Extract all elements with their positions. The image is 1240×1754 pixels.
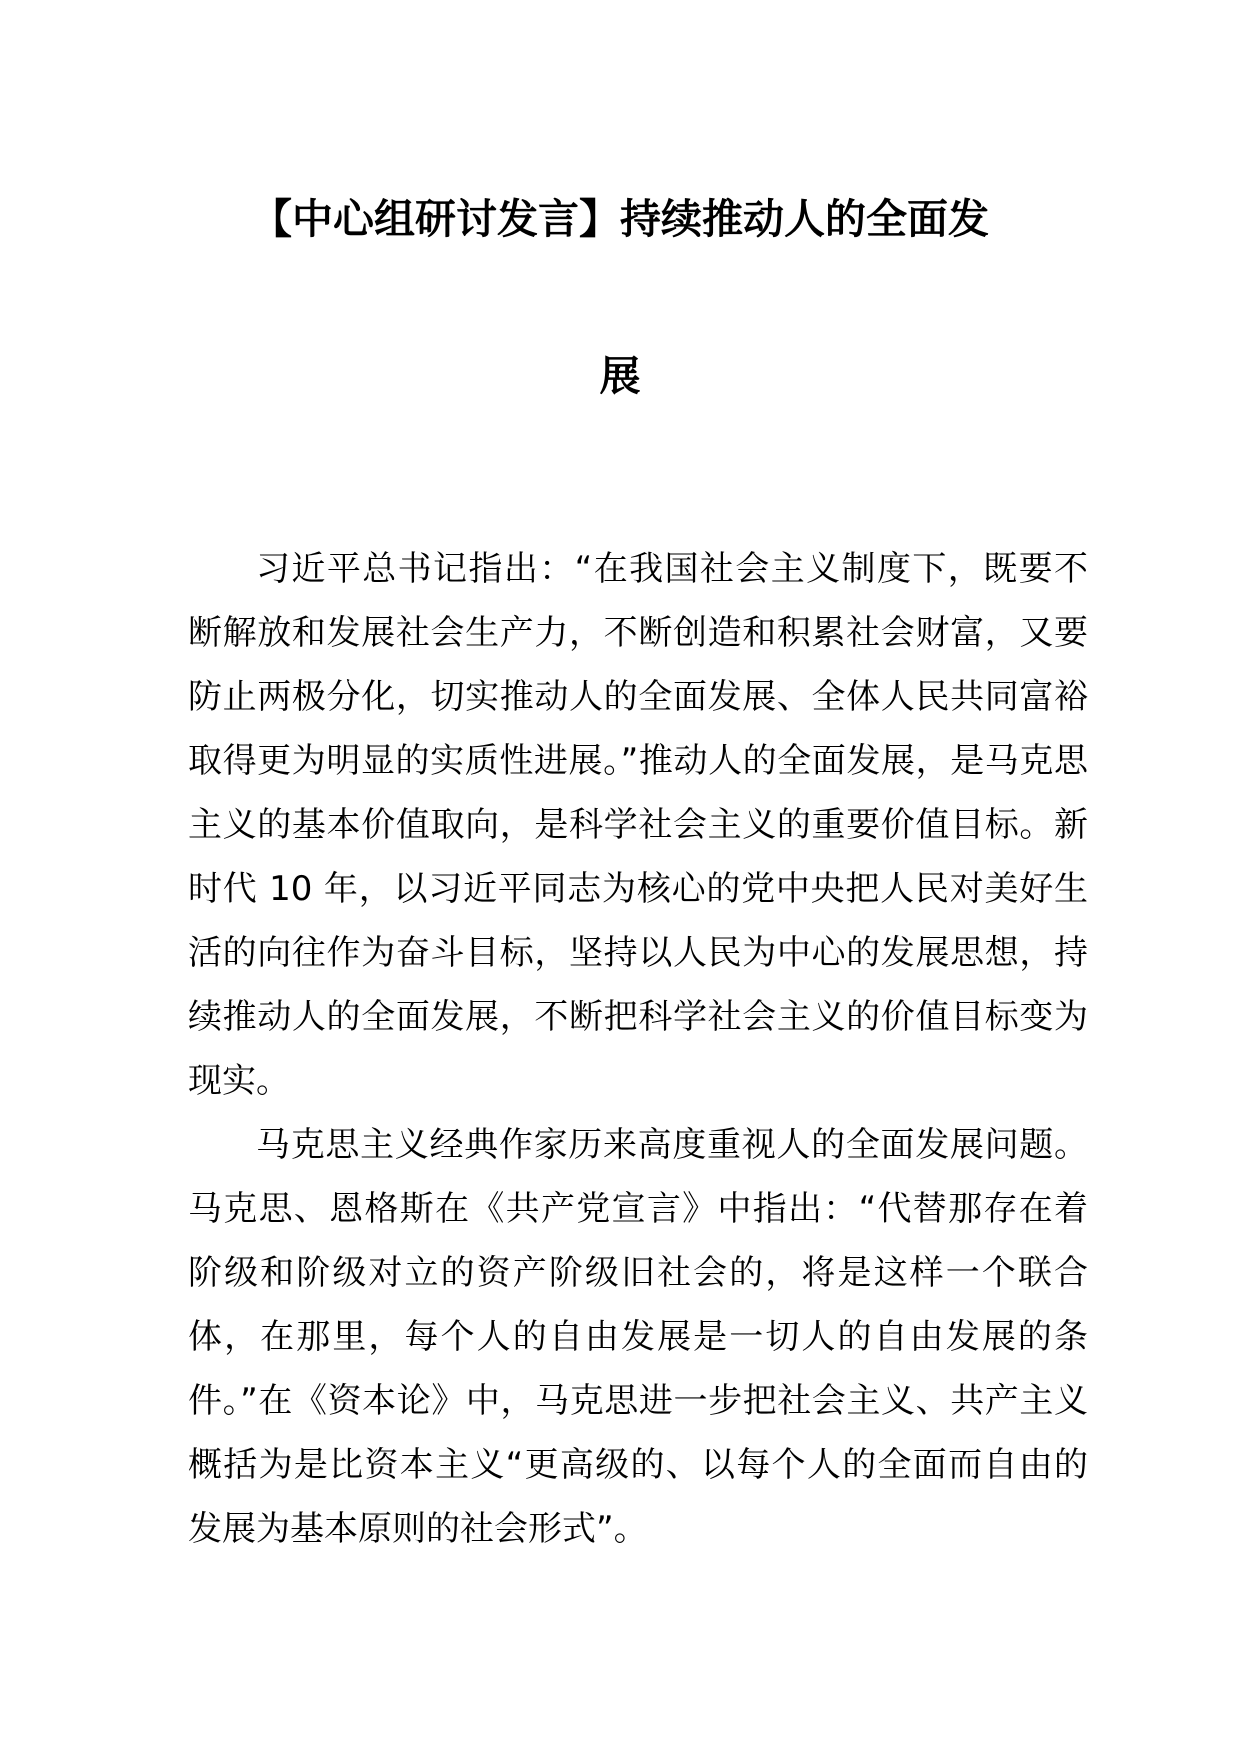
body-paragraph-2: 马克思主义经典作家历来高度重视人的全面发展问题。马克思、恩格斯在《共产党宣言》中指出：“代替那存在着阶级和阶级对立的资产阶级旧社会的，将是这样一个联合体，在那里，每个人的自由发展是一切人的自由发展的条件。”在《资本论》中，马克思进一步把社会主义、共产主义概括为是比资本主义“更高级的、以每个人的全面而自由的发展为基本原则的社会形式”。 [188,1125,1088,1549]
body-paragraph-1: 习近平总书记指出：“在我国社会主义制度下，既要不断解放和发展社会生产力，不断创造和积累社会财富，又要防止两极分化，切实推动人的全面发展、全体人民共同富裕取得更为明显的实质性进展。”推动人的全面发展，是马克思主义的基本价值取向，是科学社会主义的重要价值目标。新时代 10 年，以习近平同志为核心的党中央把人民对美好生活的向往作为奋斗目标，坚持以人民为中心的发展思想，持续推动人的全面发展，不断把科学社会主义的价值目标变为现实。 [188,549,1088,1101]
document-body [188,537,1088,1561]
title-line-2: 展 [599,352,641,400]
title-line-1: 【中心组研讨发言】持续推动人的全面发 [251,195,989,243]
